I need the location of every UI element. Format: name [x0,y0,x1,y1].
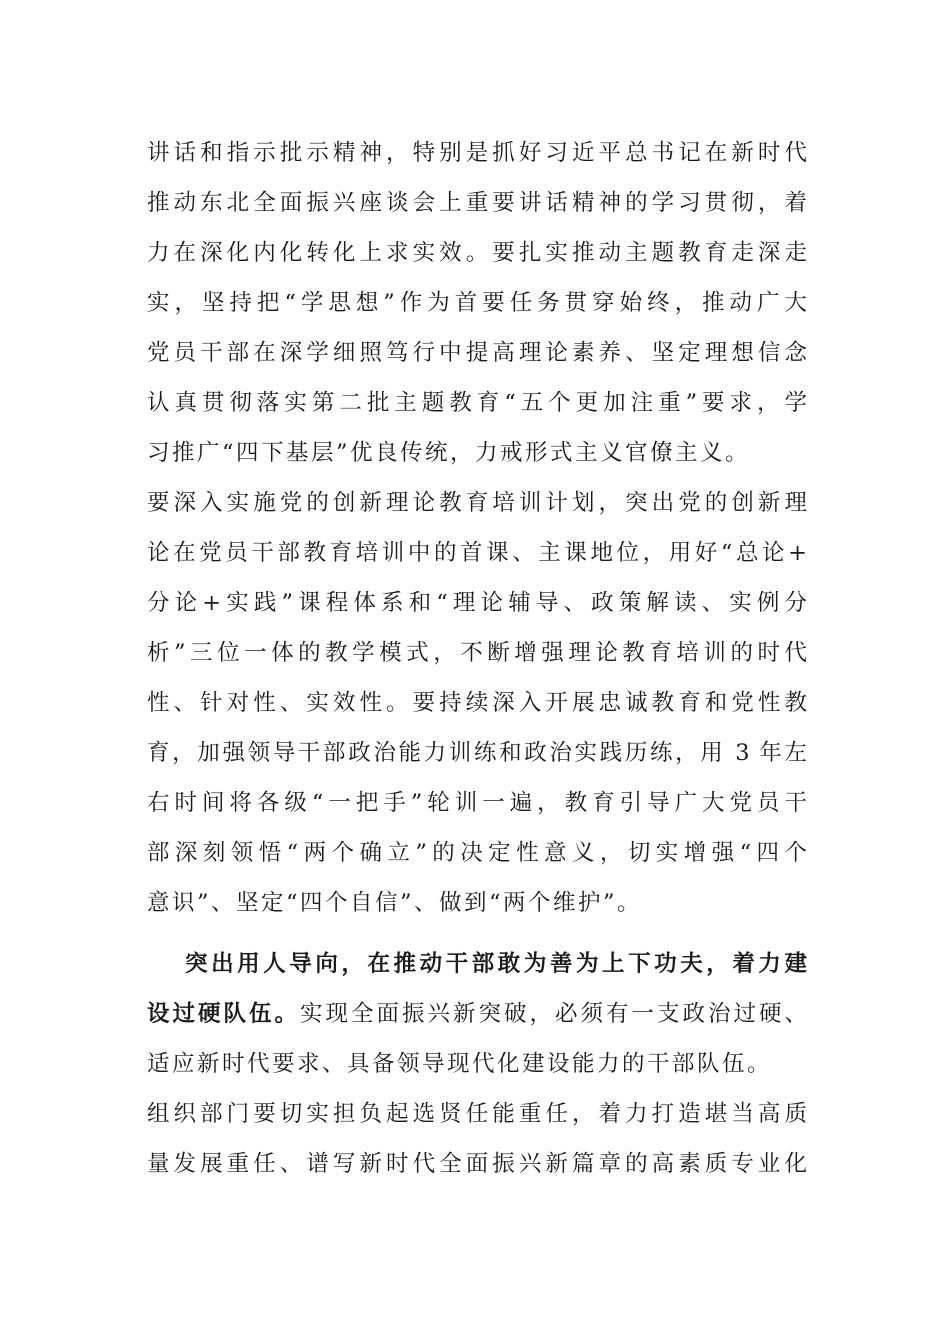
text-line: 要深入实施党的创新理论教育培训计划，突出党的创新理 [147,490,807,516]
text-line: 实，坚持把“学思想”作为首要任务贯穿始终，推动广大 [147,290,807,316]
text-line: 分论+实践”课程体系和“理论辅导、政策解读、实例分 [147,590,807,616]
text-line: 推动东北全面振兴座谈会上重要讲话精神的学习贯彻，着 [147,190,807,216]
text-line: 析”三位一体的教学模式，不断增强理论教育培训的时代 [147,640,807,666]
heading-continuation-line [147,994,807,1034]
text-line: 性、针对性、实效性。要持续深入开展忠诚教育和党性教 [147,690,807,716]
text-line: 组织部门要切实担负起选贤任能重任，着力打造堪当高质 [147,1101,807,1127]
text-line: 部深刻领悟“两个确立”的决定性意义，切实增强“四个 [147,840,807,866]
text-line: 讲话和指示批示精神，特别是抓好习近平总书记在新时代 [147,140,807,166]
text-line: 力在深化内化转化上求实效。要扎实推动主题教育走深走 [147,240,807,266]
text-line: 适应新时代要求、具备领导现代化建设能力的干部队伍。 [147,1051,773,1077]
paragraph-text: 实现全面振兴新突破，必须有一支政治过硬、 [300,1001,807,1027]
text-line: 右时间将各级“一把手”轮训一遍，教育引导广大党员干 [147,790,807,816]
text-line: 意识”、坚定“四个自信”、做到“两个维护”。 [147,890,643,916]
section-heading: 突出用人导向，在推动干部敢为善为上下功夫，着力建 [185,951,807,977]
text-line: 党员干部在深学细照笃行中提高理论素养、坚定理想信念 [147,340,807,366]
text-line: 习推广“四下基层”优良传统，力戒形式主义官僚主义。 [147,440,751,466]
text-line: 认真贯彻落实第二批主题教育“五个更加注重”要求，学 [147,390,807,416]
text-line: 论在党员干部教育培训中的首课、主课地位，用好“总论+ [147,540,807,566]
text-line: 量发展重任、谱写新时代全面振兴新篇章的高素质专业化 [147,1151,807,1177]
text-line: 育，加强领导干部政治能力训练和政治实践历练，用 3 年左 [147,740,807,766]
heading-bold-tail: 设过硬队伍。 [147,1001,300,1027]
